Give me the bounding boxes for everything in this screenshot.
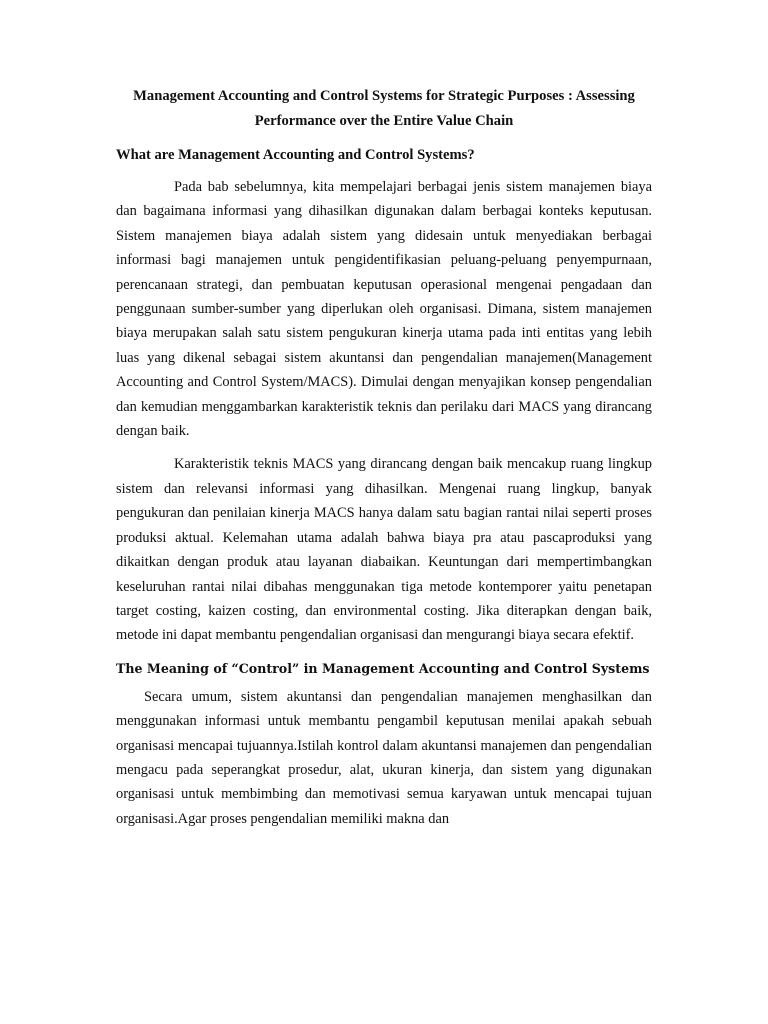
section-heading: What are Management Accounting and Control Systems? <box>116 147 475 163</box>
section-heading: The Meaning of “Control” in Management Accounting and Control Systems <box>116 660 650 676</box>
document-title: Management Accounting and Control Systems for Strategic Purposes : Assessing Performance over the Entire Value Chain <box>133 88 635 129</box>
paragraph: Secara umum, sistem akuntansi dan pengendalian manajemen menghasilkan dan menggunakan informasi untuk membantu pengambil keputusan menilai apakah sebuah organisasi mencapai tujuannya.Istilah kontrol dalam akuntansi manajemen dan pengendalian mengacu pada seperangkat prosedur, alat, ukuran kinerja, dan sistem yang digunakan organisasi untuk membimbing dan memotivasi semua karyawan untuk mencapai tujuan organisasi.Agar proses pengendalian memiliki makna dan <box>116 688 652 827</box>
paragraph: Pada bab sebelumnya, kita mempelajari berbagai jenis sistem manajemen biaya dan bagaimana informasi yang dihasilkan digunakan dalam berbagai konteks keputusan. Sistem manajemen biaya adalah sistem yang didesain untuk menyediakan berbagai informasi bagi manajemen untuk pengidentifikasian peluang-peluang penyempurnaan, perencanaan strategi, dan pembuatan keputusan operasional mengenai pengadaan dan penggunaan sumber-sumber yang diperlukan oleh organisasi. Dimana, sistem manajemen biaya merupakan salah satu sistem pengukuran kinerja utama pada inti entitas yang lebih luas yang dikenal sebagai sistem akuntansi dan pengendalian manajemen(Management Accounting and Control System/MACS). Dimulai dengan menyajikan konsep pengendalian dan kemudian menggambarkan karakteristik teknis dan perilaku dari MACS yang dirancang dengan baik. <box>116 179 652 440</box>
document-page <box>116 84 652 840</box>
paragraph: Karakteristik teknis MACS yang dirancang dengan baik mencakup ruang lingkup sistem dan relevansi informasi yang dihasilkan. Mengenai ruang lingkup, banyak pengukuran dan penilaian kinerja MACS hanya dalam satu bagian rantai nilai seperti proses produksi aktual. Kelemahan utama adalah bahwa biaya pra atau pascaproduksi yang dikaitkan dengan produk atau layanan diabaikan. Keuntungan dari mempertimbangkan keseluruhan rantai nilai dibahas menggunakan tiga metode kontemporer yaitu penetapan target costing, kaizen costing, dan environmental costing. Jika diterapkan dengan baik, metode ini dapat membantu pengendalian organisasi dan mengurangi biaya secara efektif. <box>116 456 652 644</box>
section-meaning-of-control <box>116 657 652 831</box>
section-what-are-macs <box>116 143 652 648</box>
